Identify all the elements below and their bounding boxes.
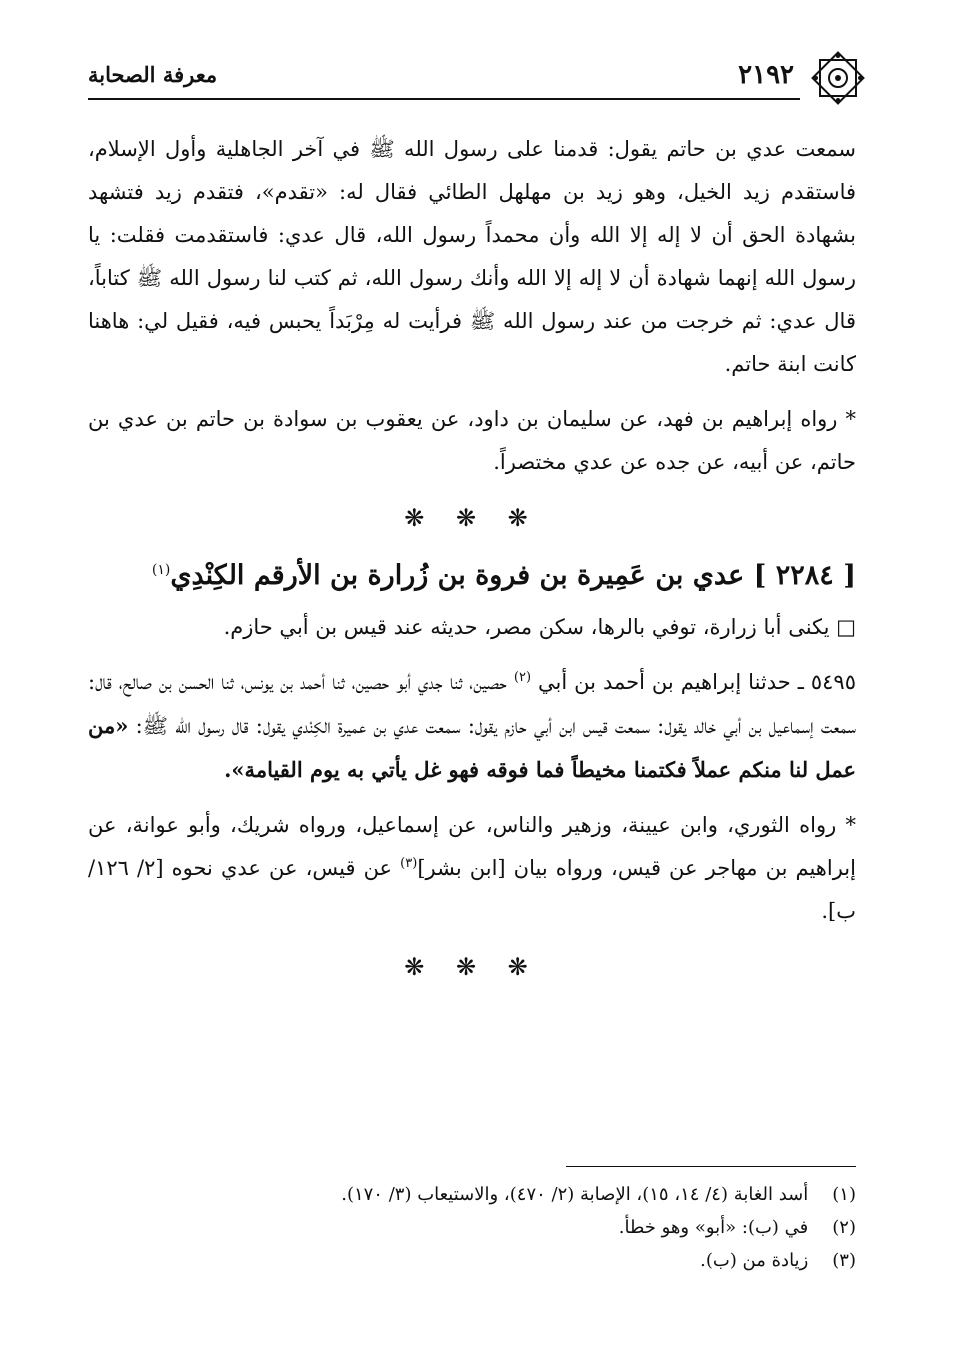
footnote-text: في (ب): «أبو» وهو خطأ. [618,1217,809,1238]
octagram-ornament-icon [810,50,866,106]
running-title: معرفة الصحابة [88,62,218,87]
hadith-chain-cont: حصين، ثنا جدي أبو حصين، ثنا أحمد بن يونس، ثنا الحسن بن صالح، قال: سمعت إسماعيل بن أبي خالد يقول: سمعت قيس ابن أبي حازم يقول: سمعت عدي بن عميرة الكِنْدي يقول: قال رسول الله ﷺ: [88,670,856,738]
entry-heading [88,552,856,600]
footnote-number: (٢) [832,1217,856,1238]
narration-note-text: * رواه الثوري، وابن عيينة، وزهير والناس، عن إسماعيل، ورواه شريك، وأبو عوانة، عن إبراهيم بن مهاجر عن قيس، ورواه بيان [ابن بشر] [88,813,856,880]
hadith-paragraph [88,661,856,792]
footnote-list [88,1178,856,1277]
footnote-ref: (٣) [400,856,418,871]
footnote-item [88,1211,856,1244]
footnote-divider [566,1166,856,1167]
biography-line: □ يكنى أبا زرارة، توفي بالرها، سكن مصر، حديثه عند قيس بن أبي حازم. [223,615,856,639]
footnote-number: (١) [832,1184,856,1205]
narration-note-text-cont: عن قيس، عن عدي نحوه [٢/ ١٢٦/ ب]. [88,856,856,923]
paragraph: سمعت عدي بن حاتم يقول: قدمنا على رسول الله ﷺ في آخر الجاهلية وأول الإسلام، فاستقدم زيد الخيل، وهو زيد بن مهلهل الطائي فقال له: «تقدم»، فتقدم زيد فتشهد بشهادة الحق أن لا إله إلا الله وأن محمداً رسول الله، قال عدي: فاستقدمت فقلت: يا رسول الله إنهما شهادة أن لا إله إلا الله وأنك رسول الله، ثم كتب لنا رسول الله ﷺ كتاباً، قال عدي: ثم خرجت من عند رسول الله ﷺ فرأيت له مِرْبَداً يحبس فيه، فقيل لي: هاهنا كانت ابنة حاتم. [88,137,856,376]
main-text [88,128,856,1001]
page-header [88,58,856,98]
footnote-text: أسد الغابة (٤/ ١٤، ١٥)، الإصابة (٢/ ٤٧٠)، والاستيعاب (٣/ ١٧٠). [341,1184,809,1205]
footnote-item [88,1178,856,1211]
section-separator: ❋ ❋ ❋ [404,504,540,532]
page-number: ٢١٩٢ [738,60,794,90]
footnote-ref: (٢) [513,670,532,685]
hadith-quote: «من عمل لنا منكم عملاً فكتمنا مخيطاً فما فوقه فهو غل يأتي به يوم القيامة». [88,713,856,782]
footnote-number: (٣) [832,1250,856,1271]
footnote-text: زيادة من (ب). [700,1250,809,1271]
hadith-chain: ٥٤٩٥ ـ حدثنا إبراهيم بن أحمد بن أبي [538,670,856,694]
footnote-item [88,1244,856,1277]
section-separator: ❋ ❋ ❋ [404,953,540,981]
header-divider [88,98,800,100]
entry-name: عدي بن عَمِيرة بن فروة بن زُرارة بن الأرقم الكِنْدِي [170,560,745,591]
footnote-ref: (١) [151,562,171,578]
entry-number: [ ٢٢٨٤ ] [753,560,856,591]
narration-note [88,804,856,933]
paragraph: * رواه إبراهيم بن فهد، عن سليمان بن داود، عن يعقوب بن سوادة بن حاتم بن عدي بن حاتم، عن أبيه، عن جده عن عدي مختصراً. [88,407,856,474]
